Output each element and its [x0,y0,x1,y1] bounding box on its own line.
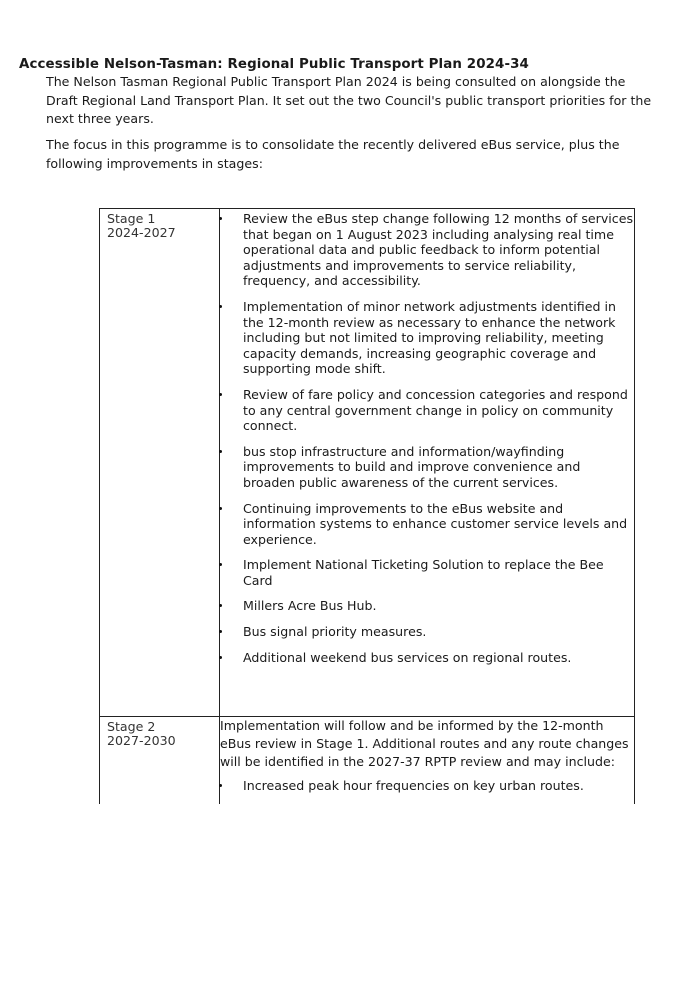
stage-label-cell [100,209,220,717]
improvement-list [220,209,634,665]
page-heading: Accessible Nelson-Tasman: Regional Public Transport Plan 2024-34 [19,57,529,72]
list-item-text: Review the eBus step change following 12 months of services that began on 1 August 2023 including analysing real time operational data and public feedback to inform potential adjustments and improvements to service reliability, frequency, and accessibility. [243,211,634,289]
stage-label-cell [100,717,220,804]
bullet-icon [219,604,222,607]
stage-content-cell [220,209,635,717]
list-item [220,624,634,640]
stage-years: 2024-2027 [107,225,176,240]
list-item-text: Review of fare policy and concession categories and respond to any central government change in policy on community connect. [243,386,628,434]
list-item [220,598,634,614]
stage-row [100,717,635,804]
focus-paragraph: The focus in this programme is to consolidate the recently delivered eBus service, plus the following improvements in stages: [46,137,620,171]
bullet-icon [219,507,222,510]
stage-name: Stage 1 [107,211,156,226]
list-item [220,444,634,491]
stage-row [100,209,635,717]
list-item-text: Bus signal priority measures. [243,624,427,640]
bullet-icon [219,393,222,396]
list-item [220,211,634,289]
bullet-icon [219,217,222,220]
list-item-text: Implementation of minor network adjustments identified in the 12-month review as necessary to enhance the network including but not limited to improving reliability, meeting capacity demands, increasing geographic coverage and supporting mode shift. [243,298,616,377]
stage-content-cell [220,717,635,804]
list-item-text: Increased peak hour frequencies on key urban routes. [243,778,584,794]
stage-years: 2027-2030 [107,733,176,748]
list-item [220,299,634,377]
list-item-text: bus stop infrastructure and information/wayfinding improvements to build and improve convenience and broaden public awareness of the current services. [243,443,581,490]
list-item [220,778,634,794]
list-item [220,501,634,548]
list-item [220,650,634,666]
bullet-icon [219,305,222,308]
intro-paragraph: The Nelson Tasman Regional Public Transport Plan 2024 is being consulted on alongside the Draft Regional Land Transport Plan. It set out the two Council's public transport priorities for the next three years. [46,74,652,126]
bullet-icon [219,450,222,453]
bullet-icon [219,630,222,633]
stages-table [99,208,635,804]
bullet-icon [219,656,222,659]
list-item [220,387,634,434]
stage-intro-text: Implementation will follow and be informed by the 12-month eBus review in Stage 1. Additional routes and any route changes will be identified in the 2027-37 RPTP review and may include: [220,718,629,769]
stage-name: Stage 2 [107,719,156,734]
list-item-text: Additional weekend bus services on regional routes. [243,649,572,665]
bullet-icon [219,563,222,566]
list-item-text: Millers Acre Bus Hub. [243,598,377,614]
list-item-text: Implement National Ticketing Solution to replace the Bee Card [243,557,604,588]
list-item-text: Continuing improvements to the eBus website and information systems to enhance customer service levels and experience. [243,500,628,547]
bullet-icon [219,784,222,787]
list-item [220,557,634,588]
improvement-list [220,778,634,794]
